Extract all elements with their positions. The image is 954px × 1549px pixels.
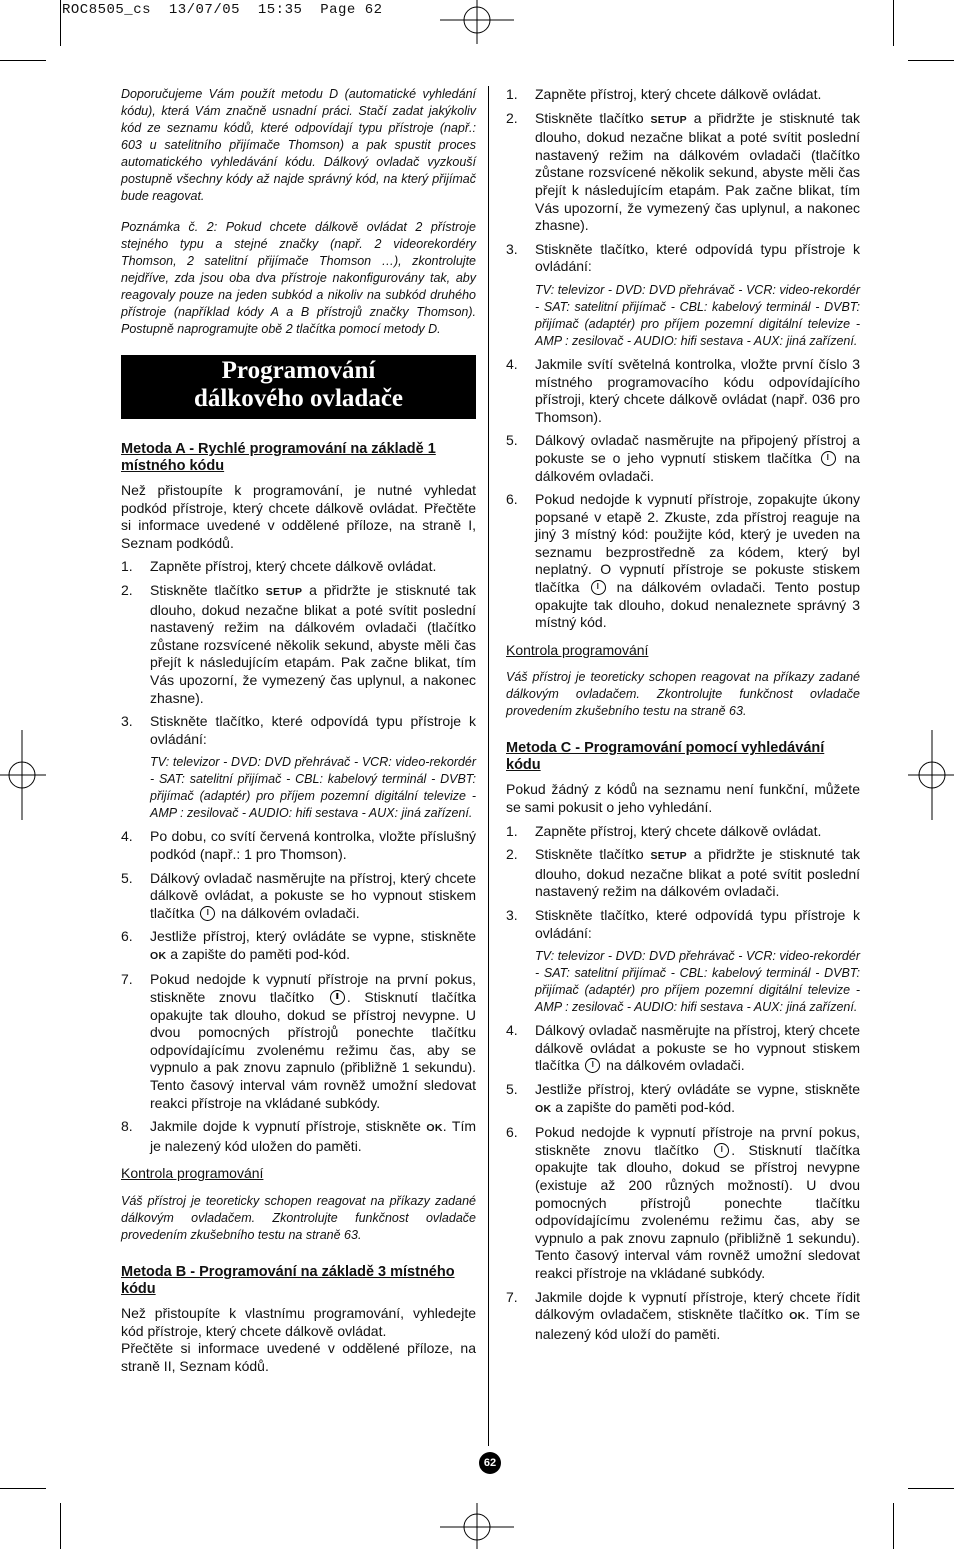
device-types: TV: televizor - DVD: DVD přehrávač - VCR: video-rekordér - SAT: satelitní přijímač - CBL: kabelový terminál - DVBT: přijímač (adaptér) pro příjem pozemní digitální televize - AMP : zesilovač - AUDIO: hifi sestava - AUX: jiná zařízení. [150, 755, 476, 821]
method-c-title: Metoda C - Programování pomocí vyhledávání kódu [506, 740, 825, 774]
method-a-title: Metoda A - Rychlé programování na základě 1 místného kódu [121, 441, 436, 474]
list-item: 2. Stiskněte tlačítko SETUP a přidržte je stisknuté tak dlouho, dokud nezačne blikat a poté svítit poslední nastavený režim na dálkovém ovladači. [506, 846, 860, 900]
power-icon [330, 990, 345, 1005]
list-item: 1. Zapněte přístroj, který chcete dálkově ovládat. [506, 86, 822, 102]
banner-line-2: dálkového ovladače [193, 385, 404, 412]
ok-key-label: OK [426, 1122, 443, 1135]
list-item: 3. Stiskněte tlačítko, které odpovídá typu přístroje k ovládání: TV: televizor - DVD: DVD přehrávač - VCR: video-rekordér - SAT: satelitní přijímač - CBL: kabelový terminál - DVBT: přijímač (adaptér) pro příjem pozemní digitální televize - AMP : zesilovač - AUDIO: hifi sestava - AUX: jiná zařízení. [506, 240, 860, 348]
banner-line-1: Programování [221, 357, 376, 384]
power-icon [200, 906, 215, 921]
list-item: 2. Stiskněte tlačítko SETUP a přidržte je stisknuté tak dlouho, dokud nezačne blikat a poté svítit poslední nastavený režim na dálkovém ovladači (tlačítko zůstane rozsvícené několik sekund, abyste měli čas přejít k následujícím etapám. Pak začne blikat, tím Vás upozorní, že vymezený čas uplynul, a nakonec zhasne). [121, 581, 477, 706]
setup-key-label: SETUP [650, 850, 687, 863]
setup-key-label: SETUP [265, 585, 303, 598]
print-header [62, 2, 383, 18]
power-icon [821, 451, 836, 466]
header-page: Page 62 [320, 2, 383, 18]
power-icon [591, 580, 606, 595]
registration-mark-bottom [440, 1503, 514, 1549]
note-2: Poznámka č. 2: Pokud chcete dálkově ovládat 2 přístroje stejného typu a stejné značky (např. 2 videorekordéry Thomson, 2 satelitní přijímače Thomson …), zkontrolujte nejdříve, zda jsou oba dva přístroje nakonfigurovány tak, aby reagovaly pouze na jeden subkód a nikoliv na subkód druhého přístroje (například kódy A a B přístrojů značky Thomson). Postupně naprogramujte obě 2 tlačítka pomocí metody D. [121, 220, 476, 336]
registration-mark-top [440, 0, 514, 46]
registration-mark-right [908, 730, 954, 820]
power-icon [585, 1058, 600, 1073]
device-types: TV: televizor - DVD: DVD přehrávač - VCR: video-rekordér - SAT: satelitní přijímač - CBL: kabelový terminál - DVBT: přijímač (adaptér) pro příjem pozemní digitální televize - AMP : zesilovač - AUDIO: hifi sestava - AUX: jiná zařízení. [535, 282, 860, 348]
method-b-intro-2: Přečtěte si informace uvedené v oddělené příloze, na straně II, Seznam kódů. [121, 1340, 476, 1374]
right-column [506, 86, 860, 1343]
list-item: 4. Jakmile svítí světelná kontrolka, vložte první číslo 3 místného programovacího kódu odpovídajícího přístroji, který chcete dálkově ovládat (např. 036 pro Thomson). [506, 355, 860, 425]
method-b-intro: Než přistoupíte k vlastnímu programování, vyhledejte kód přístroje, který chcete dálkově ovládat. [121, 1305, 476, 1339]
method-a-check-title: Kontrola programování [121, 1165, 264, 1182]
list-item: 6. Pokud nedojde k vypnutí přístroje, zopakujte úkony popsané v etapě 2. Zkuste, zda přístroj reaguje na jiný 3 místný kód: použijte kód, který je uveden na seznamu bezprostředně za kódem, který byl neplatný. O vypnutí přístroje se pokuste stiskem tlačítka na dálkovém ovladači. Tento postup opakujte tak dlouho, dokud nenaleznete správný 3 místný kód. [506, 491, 861, 631]
list-item: 2. Stiskněte tlačítko SETUP a přidržte je stisknuté tak dlouho, dokud nezačne blikat a poté svítit poslední nastavený režim na dálkovém ovladači (tlačítko zůstane rozsvícené několik sekund, abyste měli čas přejít k následujícím etapám. Pak začne blikat, tím Vás upozorní, že vymezený čas uplynul, a nakonec zhasne). [506, 109, 860, 234]
list-item: 6. Jestliže přístroj, který ovládáte se vypne, stiskněte OK a zapište do paměti pod-kód. [121, 928, 476, 962]
list-item: 8. Jakmile dojde k vypnutí přístroje, stiskněte OK. Tím je nalezený kód uložen do paměti. [121, 1118, 476, 1154]
list-item: 7. Pokud nedojde k vypnutí přístroje na první pokus, stiskněte znovu tlačítko . Stisknutí tlačítka opakujte tak dlouho, dokud se přístroj nevypne. U dvou pomocných přístrojů ponechte tlačítku odpovídajícímu zvolenému režimu čas, aby se vypnulo a pak znovu zapnulo (přibližně 1 sekundu). Tento časový interval vám rovněž umožní sledovat reakci přístroje na vkládané subkódy. [121, 971, 476, 1111]
list-item: 3. Stiskněte tlačítko, které odpovídá typu přístroje k ovládání: TV: televizor - DVD: DVD přehrávač - VCR: video-rekordér - SAT: satelitní přijímač - CBL: kabelový terminál - DVBT: přijímač (adaptér) pro příjem pozemní digitální televize - AMP : zesilovač - AUDIO: hifi sestava - AUX: jiná zařízení. [121, 713, 476, 821]
ok-key-label: OK [150, 949, 167, 962]
list-item: 3. Stiskněte tlačítko, které odpovídá typu přístroje k ovládání: TV: televizor - DVD: DVD přehrávač - VCR: video-rekordér - SAT: satelitní přijímač - CBL: kabelový terminál - DVBT: přijímač (adaptér) pro příjem pozemní digitální televize - AMP : zesilovač - AUDIO: hifi sestava - AUX: jiná zařízení. [506, 907, 860, 1015]
header-time: 15:35 [257, 2, 303, 18]
list-item: 4. Dálkový ovladač nasměrujte na přístroj, který chcete dálkově ovládat a pokuste se ho vypnout stiskem tlačítka na dálkovém ovladači. [506, 1022, 860, 1074]
list-item: 6. Pokud nedojde k vypnutí přístroje na první pokus, stiskněte znovu tlačítko . Stisknutí tlačítka opakujte tak dlouho, dokud se přístroj nevypne (existuje až 200 různých možností). U dvou pomocných přístrojů ponechte tlačítku odpovídajícímu zvolenému režimu čas, aby se vypnulo a pak znovu zapnulo (přibližně 1 sekundu). Tento časový interval vám rovněž umožní sledovat reakci přístroje na vkládané subkódy. [506, 1124, 860, 1281]
intro-note: Doporučujeme Vám použít metodu D (automatické vyhledání kódu), která Vám značně usnadní práci. Stačí zadat jakýkoliv kód ze seznamu kódů, které odpovídají typu přístroje (např.: 603 u satelitního přijímače Thomson) a pak spustit proces automatického vyhledávání kódu. Dálkový ovladač vyzkouší postupně všechny kódy až najde správný kód, na který přijímač bude reagovat. [121, 87, 476, 203]
ok-key-label: OK [535, 1102, 552, 1115]
page-number: 62 [479, 1452, 501, 1474]
list-item: 1. Zapněte přístroj, který chcete dálkově ovládat. [121, 558, 437, 575]
left-column [121, 86, 476, 1375]
method-b-check-title: Kontrola programování [506, 641, 649, 658]
section-banner [121, 355, 476, 419]
method-a-check-text: Váš přístroj je teoreticky schopen reagovat na příkazy zadané dálkovým ovladačem. Zkontrolujte funkčnost ovladače provedením zkušebního testu na straně 63. [121, 1194, 476, 1242]
list-item: 4. Po dobu, co svítí červená kontrolka, vložte příslušný podkód (např.: 1 pro Thomson). [121, 828, 476, 862]
method-b-check-text: Váš přístroj je teoreticky schopen reagovat na příkazy zadané dálkovým ovladačem. Zkontrolujte funkčnost ovladače provedením zkušebního testu na straně 63. [506, 670, 860, 719]
method-a-steps [121, 558, 476, 1155]
method-c-steps [506, 823, 860, 1344]
column-divider [488, 86, 489, 1446]
device-types: TV: televizor - DVD: DVD přehrávač - VCR: video-rekordér - SAT: satelitní přijímač - CBL: kabelový terminál - DVBT: přijímač (adaptér) pro příjem pozemní digitální televize - AMP : zesilovač - AUDIO: hifi sestava - AUX: jiná zařízení. [535, 949, 860, 1015]
list-item: 5. Dálkový ovladač nasměrujte na přístroj, který chcete dálkově ovládat, a pokuste se ho vypnout stiskem tlačítka na dálkovém ovladači. [121, 869, 476, 921]
list-item: 5. Jestliže přístroj, který ovládáte se vypne, stiskněte OK a zapište do paměti pod-kód. [506, 1080, 860, 1115]
header-date: 13/07/05 [168, 2, 241, 18]
header-file: ROC8505_cs [62, 2, 152, 18]
power-icon [714, 1143, 729, 1158]
list-item: 1. Zapněte přístroj, který chcete dálkově ovládat. [506, 822, 822, 839]
method-b-steps [506, 86, 860, 632]
setup-key-label: SETUP [650, 113, 687, 126]
list-item: 7. Jakmile dojde k vypnutí přístroje, který chcete řídit dálkovým ovladačem, stiskněte tlačítko OK. Tím se nalezený kód uloží do paměti. [506, 1288, 860, 1342]
method-c-intro: Pokud žádný z kódů na seznamu není funkční, můžete se sami pokusit o jeho vyhledání. [506, 781, 860, 816]
list-item: 5. Dálkový ovladač nasměrujte na připojený přístroj a pokuste se o jeho vypnutí stiskem tlačítka na dálkovém ovladači. [506, 432, 861, 484]
ok-key-label: OK [789, 1310, 806, 1323]
registration-mark-left [0, 730, 46, 820]
method-b-title: Metoda B - Programování na základě 3 místného kódu [121, 1264, 455, 1297]
method-a-intro: Než přistoupíte k programování, je nutné vyhledat podkód přístroje, který chcete dálkově ovládat. Přečtěte si informace uvedené v oddělené příloze, na straně I, Seznam podkódů. [121, 482, 476, 551]
